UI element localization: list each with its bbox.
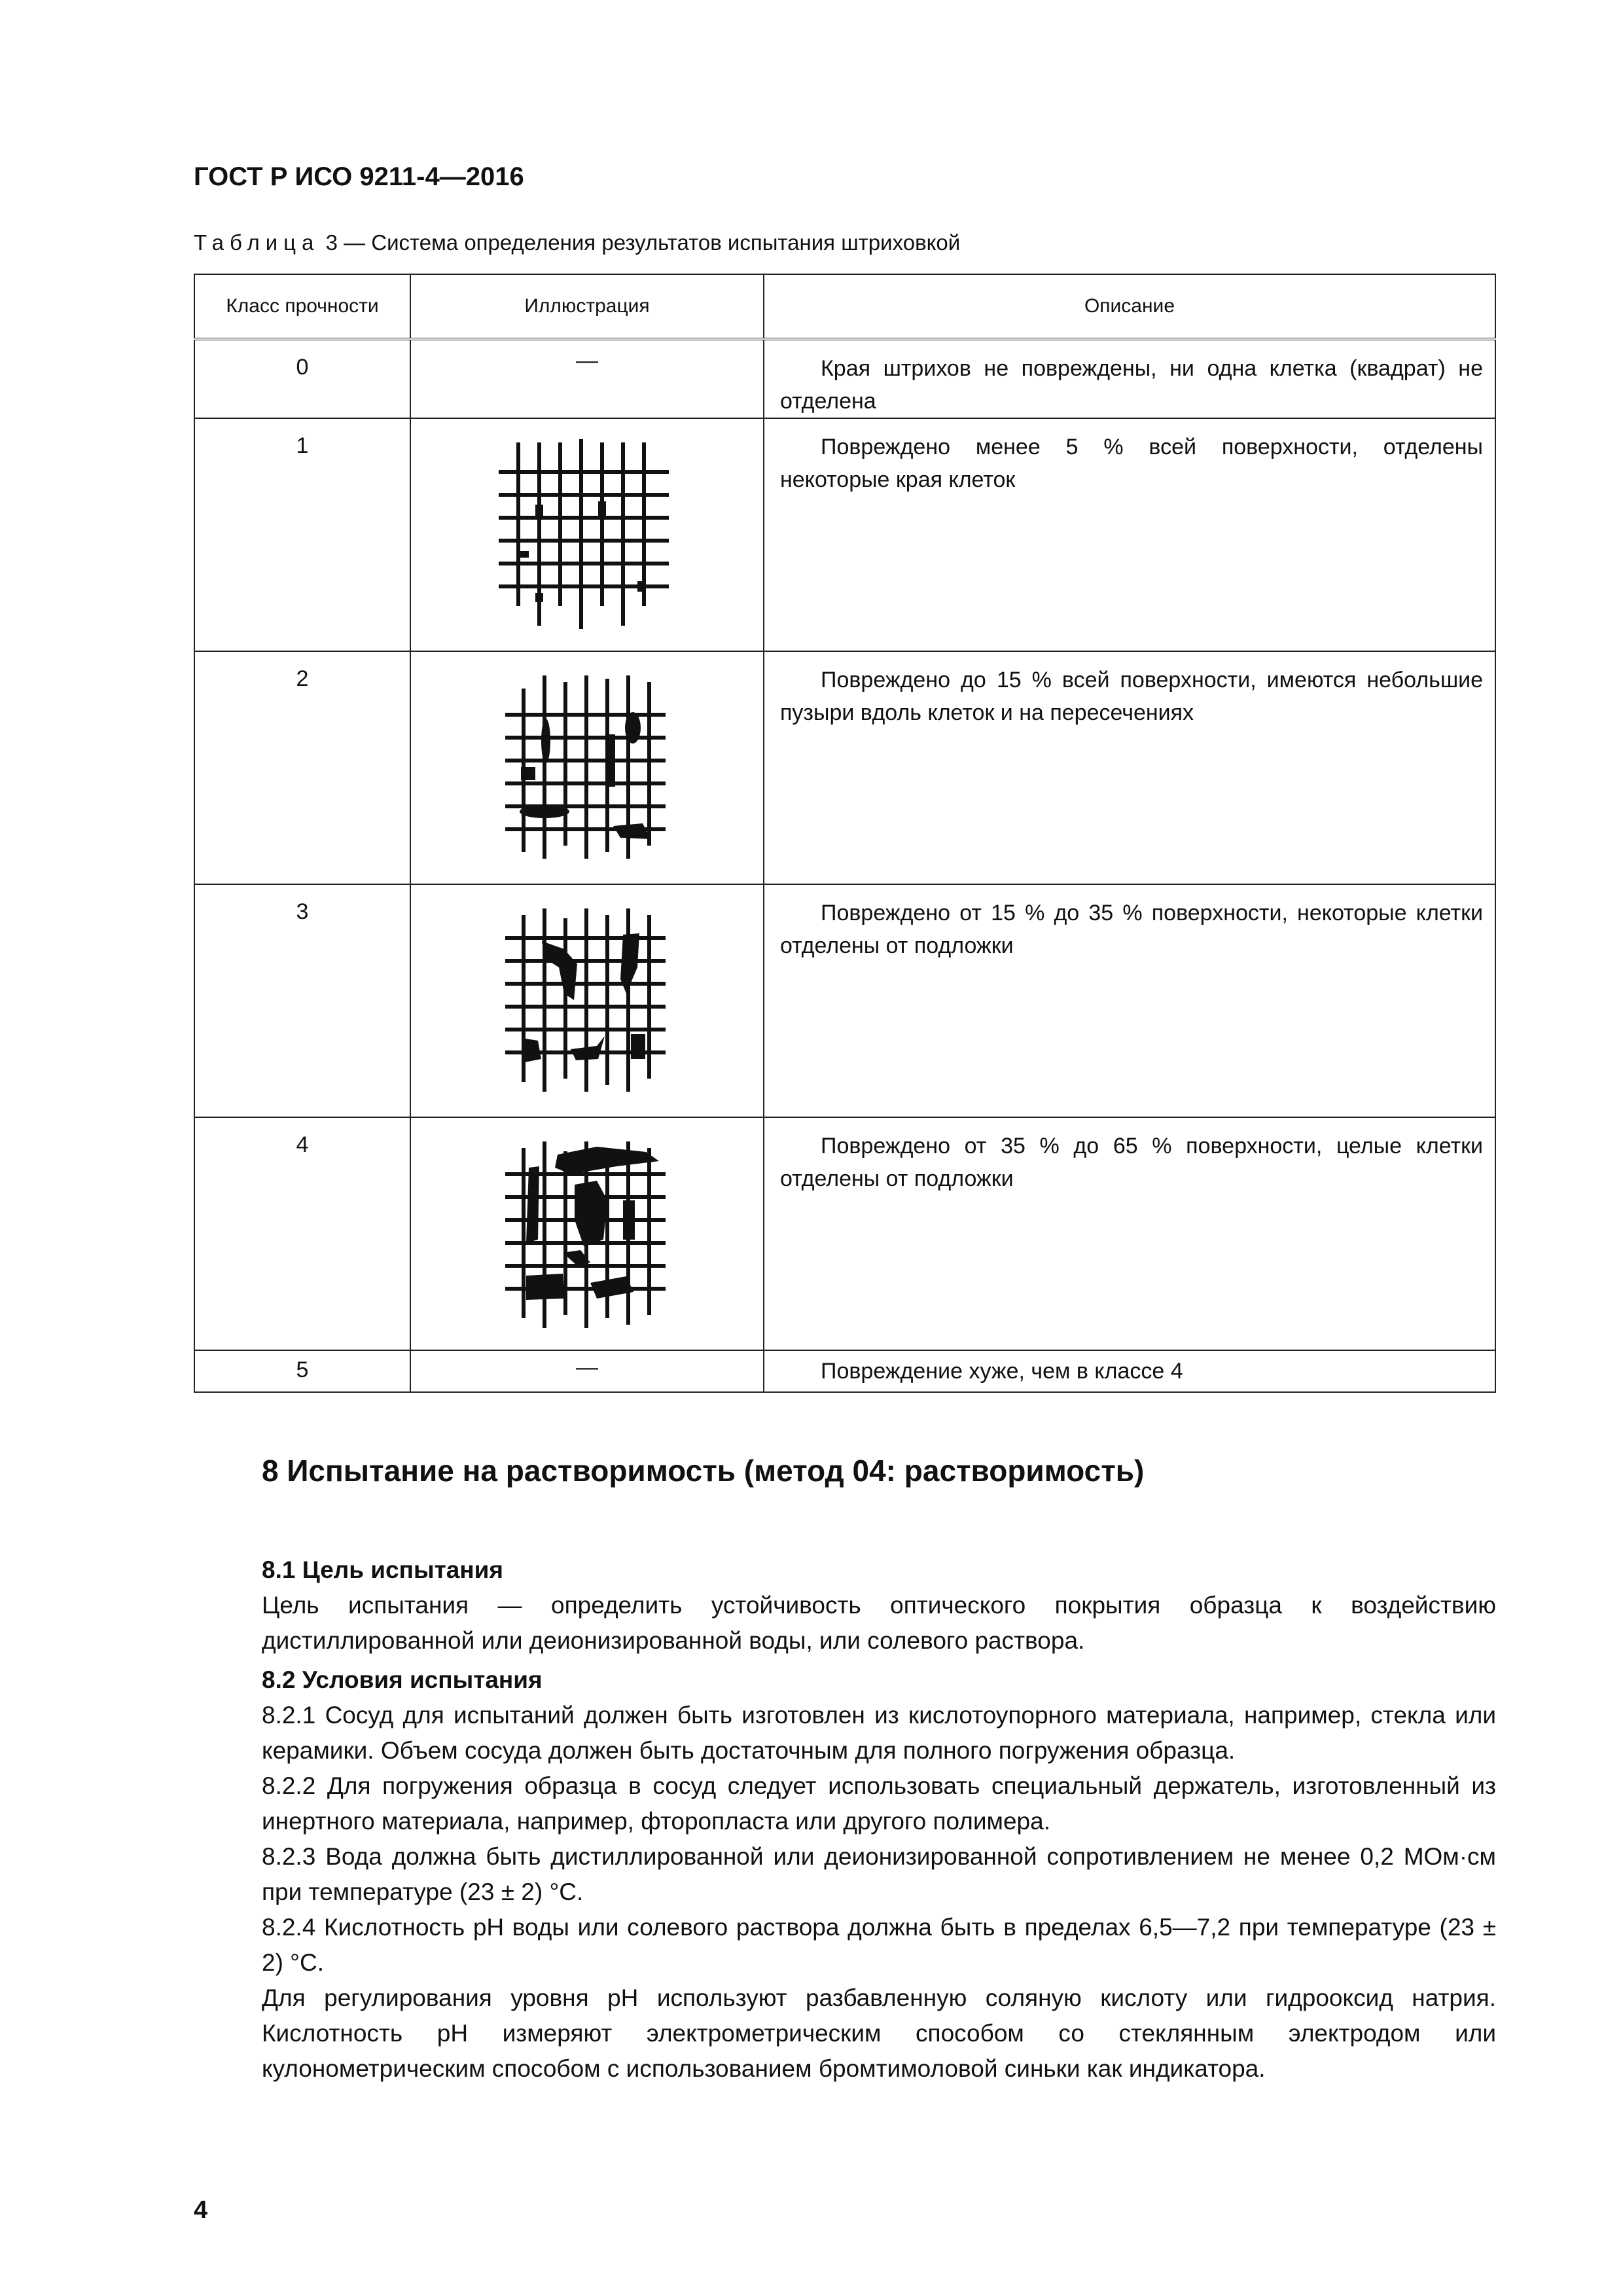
document-header: ГОСТ Р ИСО 9211-4—2016 [194, 162, 524, 191]
table-header-row [194, 274, 1495, 339]
paragraph-8-2-3: 8.2.3 Вода должна быть дистиллированной или деионизированной сопротивлением не менее 0,2 МОм·см при температуре (23 ± 2) °С. [262, 1843, 1496, 1905]
illustration-cell [410, 418, 764, 651]
crosshatch-results-table [194, 274, 1496, 1393]
description-cell: Края штрихов не повреждены, ни одна клетка (квадрат) не отделена [764, 339, 1495, 418]
paragraph-8-2-1: 8.2.1 Сосуд для испытаний должен быть изготовлен из кислотоупорного материала, например, стекла или керамики. Объем сосуда должен быть достаточным для полного погружения образца. [262, 1702, 1496, 1764]
section-8-title: 8 Испытание на растворимость (метод 04: растворимость) [262, 1454, 1145, 1488]
page-number: 4 [194, 2197, 208, 2224]
class-cell: 4 [194, 1117, 410, 1350]
description-cell: Повреждено от 15 % до 35 % поверхности, некоторые клетки отделены от подложки [764, 884, 1495, 1117]
description-cell: Повреждено до 15 % всей поверхности, имеются небольшие пузыри вдоль клеток и на пересечениях [764, 651, 1495, 884]
crosshatch-class-2-figure [492, 662, 682, 872]
illustration-cell: — [410, 339, 764, 418]
paragraph-8-2-4: 8.2.4 Кислотность рН воды или солевого раствора должна быть в пределах 6,5—7,2 при температуре (23 ± 2) °С. [262, 1914, 1496, 1976]
column-header-class: Класс прочности [194, 274, 410, 339]
column-header-illustration: Иллюстрация [410, 274, 764, 339]
table-caption-prefix: Таблица [194, 230, 320, 255]
column-header-description: Описание [764, 274, 1495, 339]
illustration-cell [410, 651, 764, 884]
crosshatch-class-4-figure [492, 1128, 682, 1338]
subsection-8-2-title: 8.2 Условия испытания [262, 1666, 543, 1693]
description-cell: Повреждение хуже, чем в классе 4 [764, 1350, 1495, 1392]
table-row [194, 651, 1495, 884]
description-cell: Повреждено от 35 % до 65 % поверхности, целые клетки отделены от подложки [764, 1117, 1495, 1350]
table-caption [194, 230, 960, 255]
illustration-cell [410, 884, 764, 1117]
class-cell: 0 [194, 339, 410, 418]
table-caption-text: 3 — Система определения результатов испытания штриховкой [325, 230, 961, 255]
description-cell: Повреждено менее 5 % всей поверхности, отделены некоторые края клеток [764, 418, 1495, 651]
illustration-cell: — [410, 1350, 764, 1392]
class-cell: 3 [194, 884, 410, 1117]
section-body [262, 1552, 1496, 2087]
paragraph-ph-regulation: Для регулирования уровня рН используют разбавленную соляную кислоту или гидрооксид натрия. Кислотность рН измеряют электрометрическим способом со стеклянным электродом или кулонометрическим способом с использованием бромтимоловой синьки как индикатора. [262, 1984, 1496, 2082]
class-cell: 5 [194, 1350, 410, 1392]
paragraph-8-2-2: 8.2.2 Для погружения образца в сосуд следует использовать специальный держатель, изготовленный из инертного материала, например, фторопласта или другого полимера. [262, 1772, 1496, 1835]
crosshatch-class-3-figure [492, 895, 682, 1105]
table-row [194, 1117, 1495, 1350]
class-cell: 2 [194, 651, 410, 884]
table-row [194, 884, 1495, 1117]
table-row [194, 1350, 1495, 1392]
subsection-8-1-text: Цель испытания — определить устойчивость оптического покрытия образца к воздействию дистиллированной или деионизированной воды, или солевого раствора. [262, 1592, 1496, 1654]
crosshatch-class-1-figure [492, 429, 682, 639]
table-row [194, 339, 1495, 418]
table-row [194, 418, 1495, 651]
subsection-8-1-title: 8.1 Цель испытания [262, 1556, 503, 1583]
illustration-cell [410, 1117, 764, 1350]
class-cell: 1 [194, 418, 410, 651]
